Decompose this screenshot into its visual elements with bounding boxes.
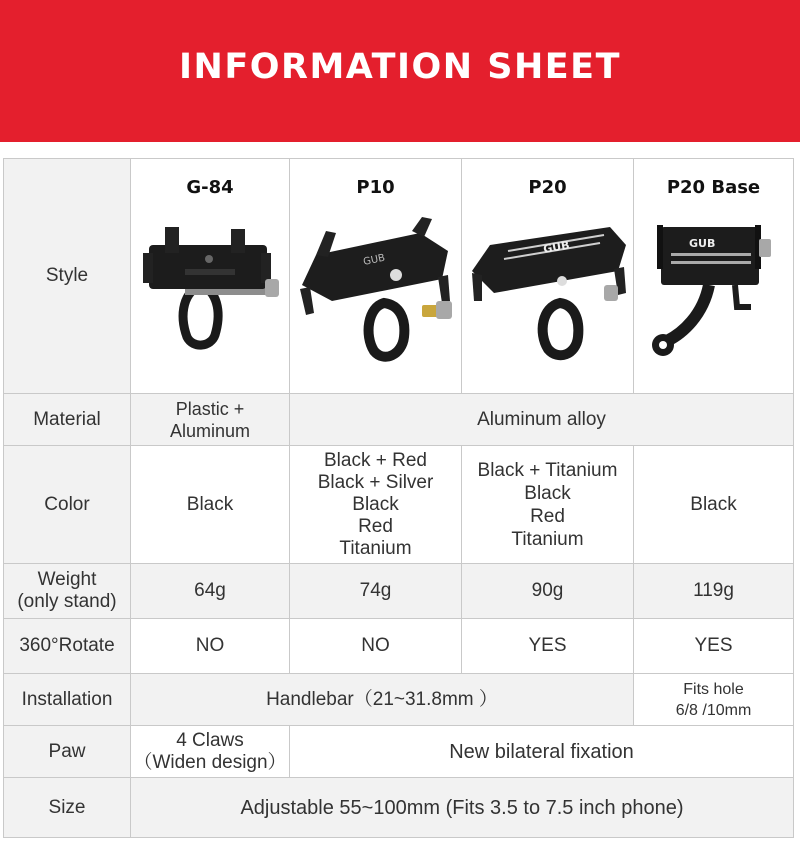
color-p20base: Black [634,446,794,564]
color-p20-line1: Black + Titanium [477,459,618,481]
model-name-p20: P20 [528,177,567,198]
color-row [4,446,794,564]
style-row [4,159,794,394]
material-g84-line2: Aluminum [169,420,251,441]
size-row [4,778,794,838]
model-name-p20base: P20 Base [666,177,761,198]
material-row [4,394,794,446]
svg-text:GUB: GUB [541,238,570,256]
color-p10-line5: Titanium [339,537,412,559]
model-p20base-cell [634,159,794,394]
color-p20 [462,446,634,564]
material-others: Aluminum alloy [290,394,794,446]
paw-others: New bilateral fixation [290,726,794,778]
rotate-row [4,619,794,674]
model-name-p10: P10 [356,177,395,198]
size-label: Size [4,778,131,838]
paw-g84-line1: 4 Claws [176,729,244,751]
material-g84-line1: Plastic + [175,398,245,419]
header-banner [0,0,800,142]
weight-p20base: 119g [634,564,794,619]
weight-label-line1: Weight [37,569,97,590]
installation-row [4,674,794,726]
p20-base-holder-image [639,215,789,365]
color-p20-line3: Red [530,505,565,527]
installation-p20base-line1: Fits hole [683,680,744,698]
material-g84 [131,394,290,446]
color-p10-line1: Black + Red [324,449,427,471]
rotate-p20base: YES [634,619,794,674]
color-p20-line4: Titanium [511,528,584,550]
svg-text:GUB: GUB [688,237,715,250]
model-p20-cell [462,159,634,394]
installation-label: Installation [4,674,131,726]
color-p20-line2: Black [524,482,571,504]
color-p10-line4: Red [358,515,393,537]
paw-row [4,726,794,778]
size-value: Adjustable 55~100mm (Fits 3.5 to 7.5 inch phone) [131,778,794,838]
color-p10-line3: Black [352,493,399,515]
weight-p10: 74g [290,564,462,619]
svg-text:GUB: GUB [361,252,386,268]
information-table [3,158,794,838]
installation-p20base [634,674,794,726]
page-title: INFORMATION SHEET [179,47,621,87]
weight-row [4,564,794,619]
p10-holder-image [292,215,460,365]
style-label: Style [4,159,131,394]
paw-g84-line2: （Widen design） [133,751,287,773]
paw-g84 [131,726,290,778]
rotate-g84: NO [131,619,290,674]
model-name-g84: G-84 [186,177,234,198]
rotate-label: 360°Rotate [4,619,131,674]
p20-holder-image [464,215,632,365]
weight-label [4,564,131,619]
color-label: Color [4,446,131,564]
weight-label-line2: (only stand) [17,591,117,612]
model-g84-cell [131,159,290,394]
weight-p20: 90g [462,564,634,619]
material-label: Material [4,394,131,446]
color-p10-line2: Black + Silver [317,471,434,493]
color-p10 [290,446,462,564]
rotate-p20: YES [462,619,634,674]
model-p10-cell [290,159,462,394]
paw-label: Paw [4,726,131,778]
color-g84: Black [131,446,290,564]
g84-holder-image [135,215,285,355]
installation-p20base-line2: 6/8 /10mm [675,701,752,719]
weight-g84: 64g [131,564,290,619]
installation-handlebar: Handlebar（21~31.8mm ） [131,674,634,726]
rotate-p10: NO [290,619,462,674]
